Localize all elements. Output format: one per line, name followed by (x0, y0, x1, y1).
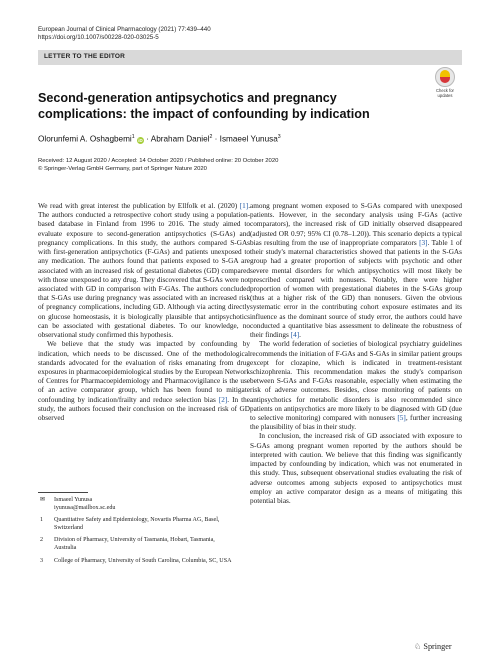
publisher-logo (414, 641, 452, 651)
author-affiliation-3: 3 (277, 134, 281, 140)
paragraph-3: The world federation of societies of biological psychiatry guidelines recommends the initiation of F-GAs and S-GAs in similar patient groups except for clozapine, which is indicated in treatment-resistant schizophrenia. This recommendation makes the study's comparison between S-GAs and F-GAs reasonable, especially when estimating the risk of adverse outcomes. Besides, close monitoring of patients on antipsychotics for metabolic disorders is also recommended since patients on antipsychotics are more likely to be diagnosed with GD (due to selective monitoring) compared with nonusers [5], further increasing the plausibility of bias in their study. (250, 340, 462, 432)
envelope-icon: ✉ (40, 497, 46, 503)
article-title: Second-generation antipsychotics and pregnancy complications: the impact of confounding by indication (38, 91, 370, 121)
paragraph-2-continued: among pregnant women exposed to S-GAs compared with unexposed patients. However, in the secondary analysis using F-GAs (active comparators), the increased risk of GD initially observed disappeared (adjusted OR 0.97; 95% CI (0.78–1.20)). This scenario depicts a typical bias resulting from the use of inappropriate comparators [3]. Table 1 of their study's maternal characteristics showed that patients in the S-GAs group had a greater proportion of subjects with psychotic and other severe mental disorders for which antipsychotics will most likely be prescribed compared with nonusers. Notably, there were higher proportion of women with pregestational diabetes in the S-GAs group (thus at a higher risk of the GD) than nonusers. Given the obvious systematic error in the contributing cohort exposure estimates and its influence as the dominant source of study error, the authors could have conducted a quantitative bias assessment to delineate the robustness of their findings [4]. (250, 202, 463, 340)
author-affiliation-1: 1 (131, 134, 135, 140)
author-list (38, 134, 281, 144)
received-accepted-published: Received: 12 August 2020 / Accepted: 14 October 2020 / Published online: 20 October 2020 (38, 158, 279, 164)
article-type-banner (38, 50, 462, 65)
footnote-divider (38, 492, 88, 493)
crossmark-label: Check for updates (436, 88, 454, 98)
footnotes (38, 497, 238, 570)
orcid-icon[interactable]: iD (138, 137, 143, 143)
publisher-name: Springer (423, 642, 452, 651)
journal-header (38, 26, 211, 42)
body-column-right (250, 202, 462, 506)
author-name-2[interactable]: Abraham Daniel (150, 134, 210, 144)
journal-citation: European Journal of Clinical Pharmacology (2021) 77:439–440 (38, 26, 211, 33)
paragraph-2: We believe that the study was impacted by confounding by indication, which needs to be discussed. One of the methodological standards advocated for the evaluation of risks emanating from drug exposures in pharmacoepidemiological studies by the European Network of Centres for Pharmacoepidemiology and Pharmacovigilance is the use of an active comparator group, which has been found to mitigate confounding by indication/frailty and reduce selection bias [2]. In the study, the authors focused their conclusion on the increased risk of GD observed (38, 340, 251, 423)
springer-horse-icon: ♘ (414, 642, 422, 651)
corresponding-author-email[interactable]: iyunusa@mailbox.sc.edu (54, 504, 116, 511)
author-separator: · (146, 134, 149, 144)
citation-link[interactable]: [4] (290, 331, 300, 340)
author-name-1[interactable]: Olorunfemi A. Oshagbemi (38, 134, 132, 144)
affiliation-3: 3 College of Pharmacy, University of South Carolina, Columbia, SC, USA (40, 557, 232, 564)
corresponding-author (38, 497, 238, 512)
citation-link[interactable]: [5] (397, 414, 406, 423)
citation-link[interactable]: [1] (239, 202, 249, 210)
article-type-label: LETTER TO THE EDITOR (44, 53, 126, 60)
author-affiliation-2: 2 (209, 134, 213, 140)
author-name-3[interactable]: Ismaeel Yunusa (219, 134, 278, 144)
author-separator: · (214, 134, 218, 144)
affiliation-1: 1 Quantitative Safety and Epidemiology, Novartis Pharma AG, Basel, Switzerland (40, 517, 220, 531)
affiliation-2: 2 Division of Pharmacy, University of Tasmania, Hobart, Tasmania, Australia (40, 537, 215, 551)
publication-dates (38, 158, 278, 173)
check-for-updates-badge[interactable] (430, 67, 460, 105)
paragraph-4: In conclusion, the increased risk of GD associated with exposure to S-GAs among pregnant women reported by the authors should be interpreted with caution. We believe that this finding was significantly impacted by confounding by indication, which was not enumerated in this study. Thus, subsequent observational studies evaluating the risk of adverse outcomes among subjects exposed to antipsychotics must employ an active comparator design as a means of mitigating this potential bias. (250, 432, 462, 505)
citation-link[interactable]: [3] (419, 238, 428, 247)
citation-link[interactable]: [2] (218, 395, 228, 404)
paragraph-1: We read with great interest the publication by Ellfolk et al. (2020) [1]. The authors conducted a retrospective cohort study using a population-based database in Finland from 1996 to 2016. The study aimed to evaluate exposure to second-generation antipsychotics (S-GAs) and pregnancy complications. In this study, the authors compared S-GAs with first-generation antipsychotics (F-GAs) and patients unexposed to any medication. The authors found that patients exposed to S-GA are associated with an increased risk of gestational diabetes (GD) compared with those unexposed to any drug. They discovered that S-GAs were not associated with GD in comparison with F-GAs. The authors concluded that S-GAs use during pregnancy was associated with an increased risk of pregnancy complications, including GD. Although via acting directly on glucose homeostasis, it is biologically plausible that antipsychotics can be associated with gestational diabetes. To our knowledge, no observational study confirmed this hypothesis. (38, 202, 250, 340)
doi-link[interactable]: https://doi.org/10.1007/s00228-020-03025-5 (38, 34, 159, 42)
corresponding-author-name: Ismaeel Yunusa (54, 497, 93, 503)
copyright-notice: © Springer-Verlag GmbH Germany, part of Springer Nature 2020 (38, 165, 207, 172)
crossmark-icon (435, 67, 455, 87)
body-column-left (38, 202, 250, 423)
